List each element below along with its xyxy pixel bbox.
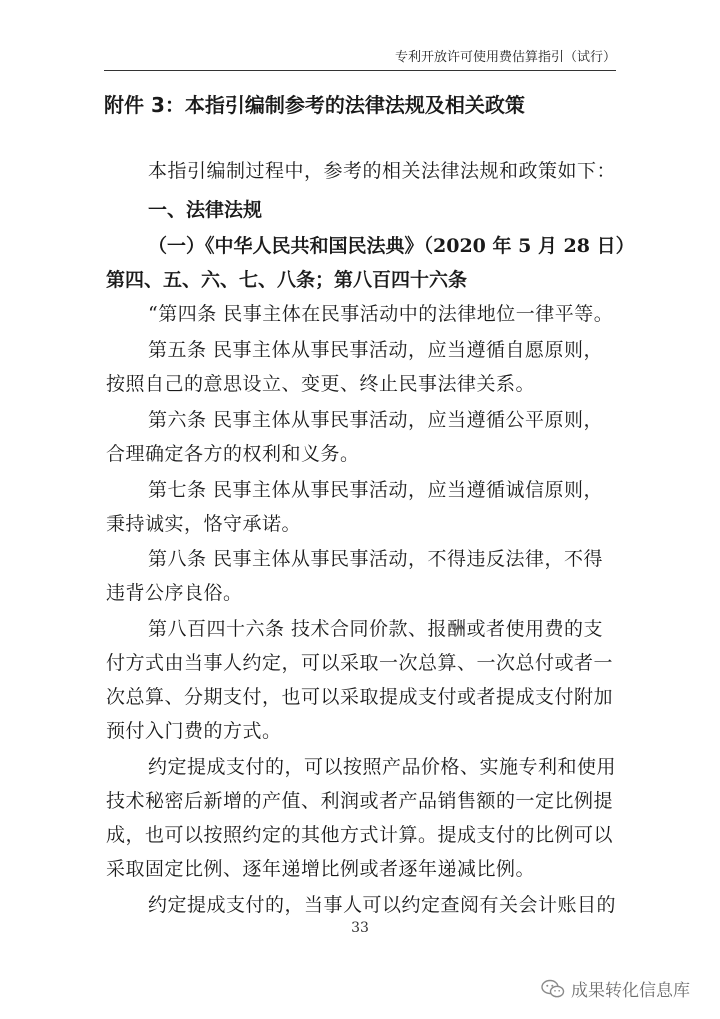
- body-line: 技术秘密后新增的产值、利润或者产品销售额的一定比例提: [106, 790, 614, 812]
- body-line: 成，也可以按照约定的其他方式计算。提成支付的比例可以: [106, 824, 614, 846]
- body-line: 合理确定各方的权利和义务。: [106, 443, 360, 465]
- body-line: 第八百四十六条 技术合同价款、报酬或者使用费的支: [148, 618, 604, 640]
- body-line: 第六条 民事主体从事民事活动，应当遵循公平原则，: [148, 409, 604, 431]
- body-line: 次总算、分期支付，也可以采取提成支付或者提成支付附加: [106, 686, 614, 708]
- running-header-title: 专利开放许可使用费估算指引（试行）: [394, 50, 616, 65]
- appendix-title: 附件 3：本指引编制参考的法律法规及相关政策: [104, 93, 525, 117]
- body-line: 采取固定比例、逐年递增比例或者逐年递减比例。: [106, 858, 536, 880]
- wechat-icon: [541, 979, 565, 999]
- body-line: 按照自己的意思设立、变更、终止民事法律关系。: [106, 373, 536, 395]
- body-line: 预付入门费的方式。: [106, 720, 282, 742]
- body-line: 付方式由当事人约定，可以采取一次总算、一次总付或者一: [106, 652, 614, 674]
- page-number: 33: [351, 920, 369, 936]
- subsection-heading-civil-code: （一）《中华人民共和国民法典》（2020 年 5 月 28 日）: [148, 235, 635, 257]
- subsection-articles: 第四、五、六、七、八条；第八百四十六条: [106, 269, 468, 291]
- section-heading-laws: 一、法律法规: [148, 199, 263, 221]
- intro-paragraph: 本指引编制过程中，参考的相关法律法规和政策如下：: [148, 160, 617, 182]
- body-line: 约定提成支付的，当事人可以约定查阅有关会计账目的: [148, 894, 617, 916]
- watermark-label: 成果转化信息库: [571, 981, 690, 1001]
- body-line: “第四条 民事主体在民事活动中的法律地位一律平等。: [148, 303, 614, 325]
- body-line: 秉持诚实，恪守承诺。: [106, 513, 302, 535]
- body-line: 约定提成支付的，可以按照产品价格、实施专利和使用: [148, 756, 617, 778]
- body-line: 违背公序良俗。: [106, 582, 243, 604]
- watermark: [541, 976, 690, 1001]
- body-line: 第五条 民事主体从事民事活动，应当遵循自愿原则，: [148, 339, 604, 361]
- body-line: 第七条 民事主体从事民事活动，应当遵循诚信原则，: [148, 479, 604, 501]
- running-header: [104, 48, 616, 71]
- body-line: 第八条 民事主体从事民事活动，不得违反法律，不得: [148, 548, 604, 570]
